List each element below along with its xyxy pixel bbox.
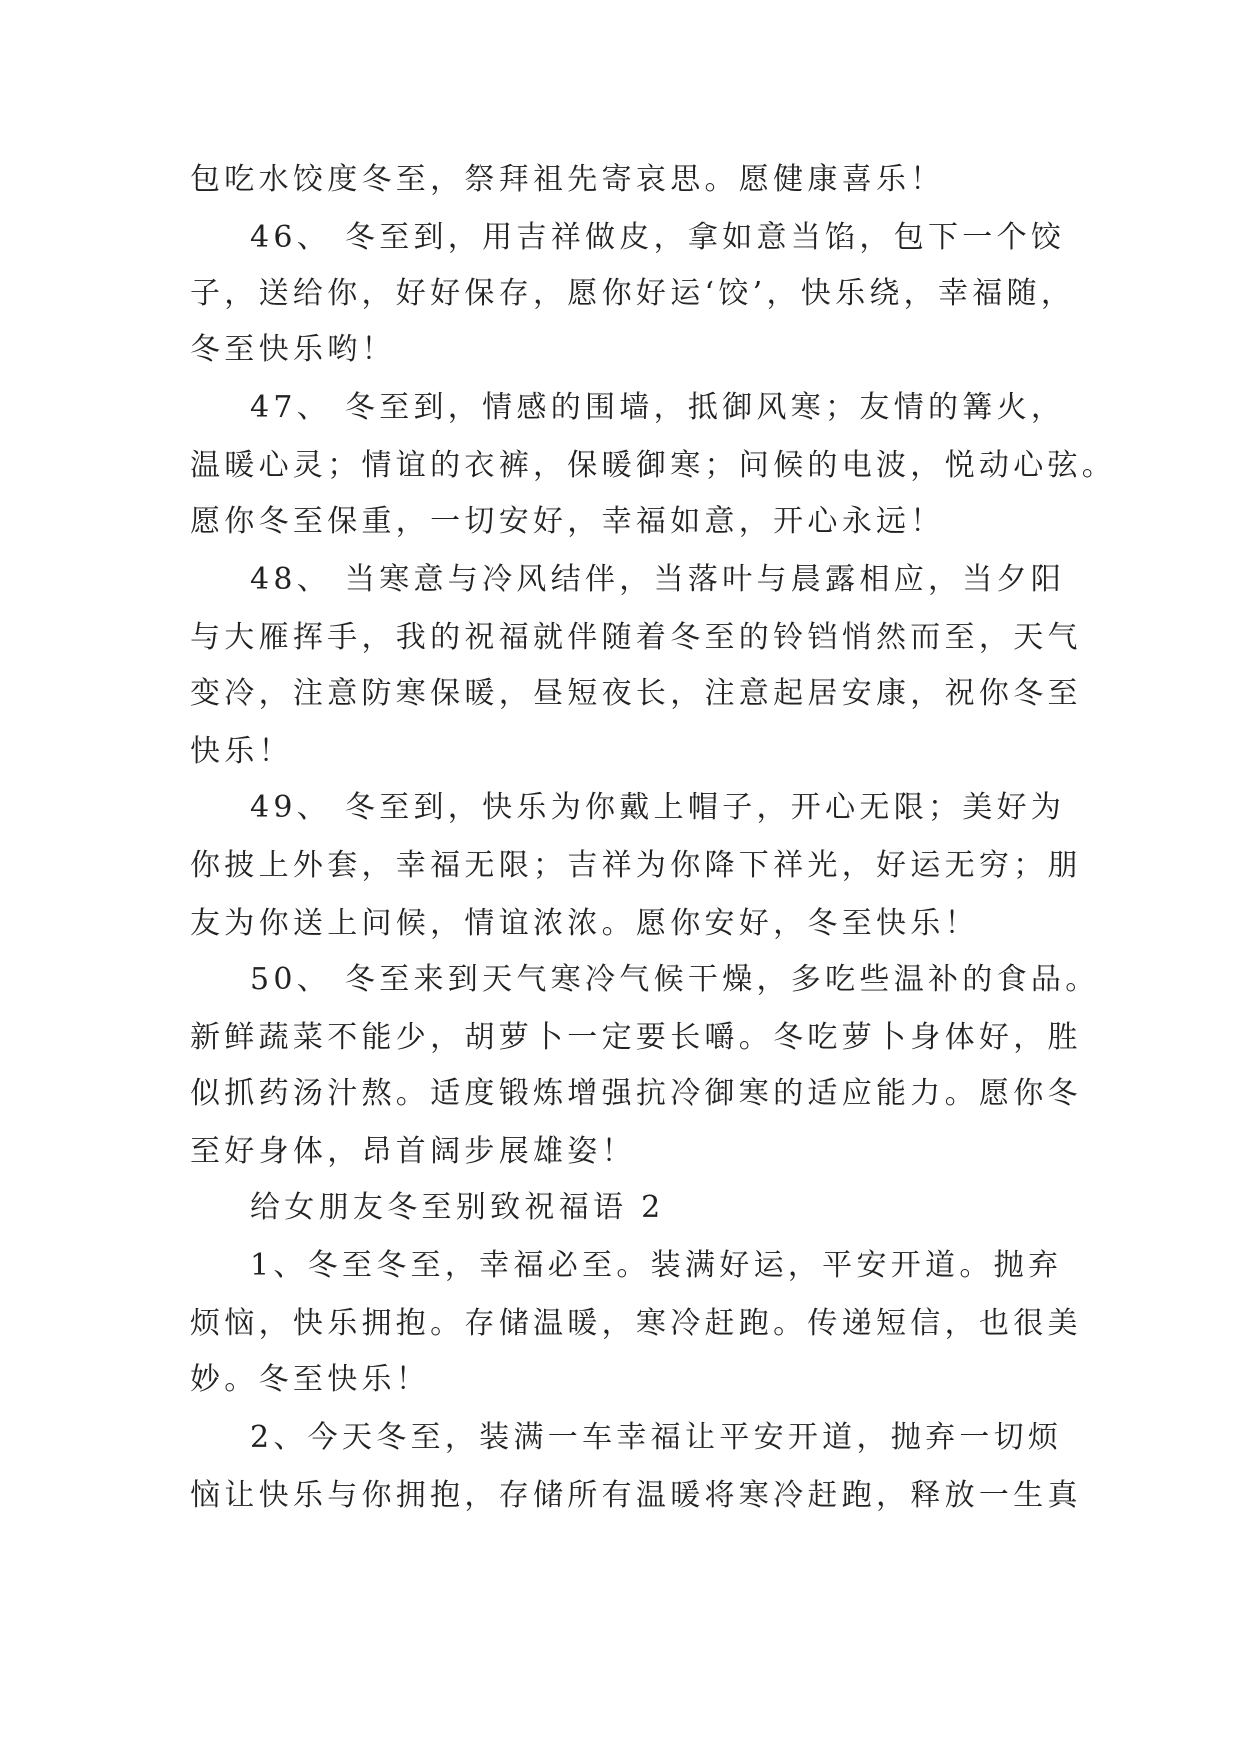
text-line: 48、 当寒意与冷风结伴，当落叶与晨露相应，当夕阳 bbox=[250, 562, 1066, 597]
text-line: 子，送给你，好好保存，愿你好运‘饺’，快乐绕，幸福随， bbox=[190, 276, 1076, 311]
text-line: 温暖心灵；情谊的衣裤，保暖御寒；问候的电波，悦动心弦。 bbox=[190, 448, 1117, 483]
section-heading: 给女朋友冬至别致祝福语 2 bbox=[250, 1190, 665, 1225]
text-line: 2、今天冬至，装满一车幸福让平安开道，抛弃一切烦 bbox=[250, 1420, 1063, 1455]
text-line: 恼让快乐与你拥抱，存储所有温暖将寒冷赶跑，释放一生真 bbox=[190, 1478, 1082, 1513]
text-line: 49、 冬至到，快乐为你戴上帽子，开心无限；美好为 bbox=[250, 790, 1066, 825]
text-line: 新鲜蔬菜不能少，胡萝卜一定要长嚼。冬吃萝卜身体好，胜 bbox=[190, 1020, 1082, 1055]
text-line: 包吃水饺度冬至，祭拜祖先寄哀思。愿健康喜乐！ bbox=[190, 162, 945, 197]
text-line: 46、 冬至到，用吉祥做皮，拿如意当馅，包下一个饺 bbox=[250, 220, 1066, 255]
text-line: 冬至快乐哟！ bbox=[190, 332, 396, 367]
text-line: 愿你冬至保重，一切安好，幸福如意，开心永远！ bbox=[190, 504, 945, 539]
text-line: 与大雁挥手，我的祝福就伴随着冬至的铃铛悄然而至，天气 bbox=[190, 620, 1082, 655]
text-line: 变冷，注意防寒保暖，昼短夜长，注意起居安康，祝你冬至 bbox=[190, 676, 1082, 711]
text-line: 你披上外套，幸福无限；吉祥为你降下祥光，好运无穷；朋 bbox=[190, 848, 1082, 883]
text-line: 友为你送上问候，情谊浓浓。愿你安好，冬至快乐！ bbox=[190, 906, 979, 941]
text-line: 似抓药汤汁熬。适度锻炼增强抗冷御寒的适应能力。愿你冬 bbox=[190, 1076, 1082, 1111]
text-line: 至好身体，昂首阔步展雄姿！ bbox=[190, 1134, 636, 1169]
text-line: 快乐！ bbox=[190, 734, 293, 769]
text-line: 烦恼，快乐拥抱。存储温暖，寒冷赶跑。传递短信，也很美 bbox=[190, 1306, 1082, 1341]
text-line: 47、 冬至到，情感的围墙，抵御风寒；友情的篝火， bbox=[250, 390, 1066, 425]
text-line: 妙。冬至快乐！ bbox=[190, 1362, 431, 1397]
text-line: 50、 冬至来到天气寒冷气候干燥，多吃些温补的食品。 bbox=[250, 962, 1100, 997]
text-line: 1、冬至冬至，幸福必至。装满好运，平安开道。抛弃 bbox=[250, 1248, 1063, 1283]
